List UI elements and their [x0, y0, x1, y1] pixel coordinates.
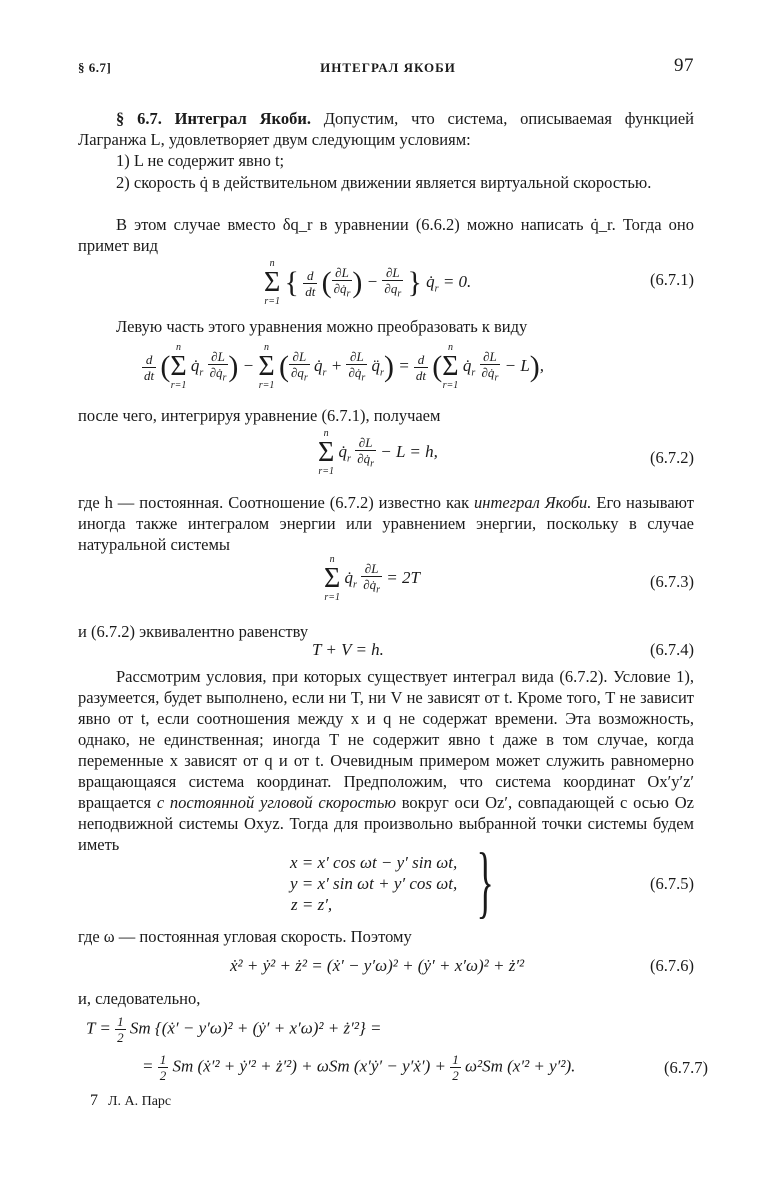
eq5-line-2: y = x′ sin ωt + y′ cos ωt,: [290, 874, 458, 893]
eq6-body: ẋ² + ẏ² + ż² = (ẋ′ − y′ω)² + (ẏ′ + x′ω)² + ż′²: [230, 956, 525, 975]
paragraph-4: после чего, интегрируя уравнение (6.7.1), получаем: [78, 406, 441, 425]
condition-2: 2) скорость q̇ в действительном движении является виртуальной скоростью.: [116, 173, 652, 192]
equation-number-6-7-5: (6.7.5): [650, 874, 694, 893]
equation-number-6-7-6: (6.7.6): [650, 956, 694, 975]
running-section: § 6.7]: [78, 60, 112, 75]
paragraph-5: [78, 492, 694, 555]
equation-number-6-7-3: (6.7.3): [650, 572, 694, 591]
eq3-tail: = 2T: [386, 567, 420, 587]
paragraph-3: Левую часть этого уравнения можно преобразовать к виду: [116, 317, 528, 336]
paragraph-6: и (6.7.2) эквивалентно равенству: [78, 622, 309, 641]
eq5-line-1: x = x′ cos ωt − y′ sin ωt,: [290, 853, 458, 872]
equation-6-7-4: [78, 640, 694, 662]
signature-number: 7: [90, 1092, 98, 1109]
paragraph-8: где ω — постоянная угловая скорость. Поэтому: [78, 927, 412, 946]
equation-number-6-7-7: (6.7.7): [664, 1058, 708, 1077]
intro-text: Допустим, что система, описываемая функцией Лагранжа L, удовлетворяет двум следующим условиям:: [78, 109, 694, 149]
constant-angular-velocity-term: с постоянной угловой скоростью: [156, 793, 396, 812]
footer-signature: [90, 1092, 171, 1110]
p7-c: вокруг оси Oz′, совпадающей с осью Oz неподвижной системы Oxyz. Тогда для произвольно выбранной точки системы будем иметь: [78, 793, 694, 854]
eq4-body: T + V = h.: [312, 640, 384, 659]
eq5-line-3: z = z′,: [291, 895, 333, 914]
section-heading: § 6.7. Интеграл Якоби.: [116, 109, 311, 128]
equation-6-7-2: n Σ r=1 $q̇_r$ $\frac{\partial L}{\partial q̇_r}$ − L = h, (6.7.2): [318, 428, 694, 477]
equation-transform: $\frac{d}{dt}$ ( n Σ r=1 $q̇_r$ $\frac{\partial L}{\partial q̇_r}$ ) − n Σ r=1 ( $\frac{\partial L}{\partial q_r}$ $q̇_r$ + $\frac{\partial L}{\partial q̇_r}$ $q̈_r$) = $\frac{d}{dt}$ ( n Σ r=1 $q̇_r$ $\frac{\partial L}{\partial q̇_r}$ − L),: [144, 342, 545, 391]
paragraph-2: В этом случае вместо δq_r в уравнении (6.6.2) можно написать q̇_r. Тогда оно примет вид: [78, 215, 694, 255]
condition-1: 1) L не содержит явно t;: [116, 151, 285, 170]
equation-6-7-5: [78, 838, 694, 926]
running-title: ИНТЕГРАЛ ЯКОБИ: [320, 60, 456, 75]
equation-6-7-1: n Σ r=1 { $\frac{d}{dt}$ ( $\frac{\partial L}{\partial q̇_r}$ ) − $\frac{\partial L}{\partial q_r}$ } $q̇_r = 0$. (6.7.1): [264, 258, 694, 307]
right-brace: }: [476, 838, 494, 926]
jacobi-integral-term: интеграл Якоби.: [474, 493, 592, 512]
equation-number-6-7-2: (6.7.2): [650, 448, 694, 467]
author-name: Л. А. Парс: [108, 1094, 172, 1109]
p5-c: Его называют иногда также интегралом энергии или уравнением энергии, поскольку в случае натуральной системы: [78, 493, 694, 554]
p7-a: Рассмотрим условия, при которых существует интеграл вида (6.7.2). Условие 1), разумеется, будет выполнено, если ни T, ни V не зависят от t. Кроме того, T не зависит явно от t, если соотношения между x и q не содержат времени. Эта возможность, однако, не единственная; иногда T не содержит явно t даже в том случае, когда переменные x зависят от q и от t. Очевидным примером может служить равномерно вращающаяся система координат. Предположим, что система координат Ox′y′z′ вращается: [78, 667, 694, 812]
p5-a: где h — постоянная. Соотношение (6.7.2) известно как: [78, 493, 475, 512]
paragraph-7: [78, 666, 694, 855]
equation-6-7-6: [78, 956, 694, 978]
eq7-line-2b: ω²Sm (x′² + y′²).: [465, 1056, 576, 1076]
equation-6-7-7: T = $\frac{1}{2}$ Sm {(ẋ′ − y′ω)² + (ẏ′ + x′ω)² + ż′²} = = $\frac{1}{2}$ Sm (ẋ′² + ẏ′² + ż′²) + ωSm (x′ẏ′ − y′ẋ′) + $\frac{1}{2}$ ω²Sm (x′² + y′²). (6.7.7): [86, 1014, 708, 1083]
paragraph-intro: [78, 108, 694, 150]
equation-6-7-3: n Σ r=1 $q̇_r$ $\frac{\partial L}{\partial q̇_r}$ = 2T (6.7.3): [324, 554, 694, 603]
page-number: 97: [674, 55, 694, 76]
eq7-line-2a: (ẋ′² + ẏ′² + ż′²) + ωSm (x′ẏ′ − y′ẋ′) +: [197, 1056, 447, 1076]
eq1-body: = 0.: [442, 271, 472, 291]
equation-number-6-7-4: (6.7.4): [650, 640, 694, 659]
paragraph-9: и, следовательно,: [78, 989, 201, 1008]
eq2-tail: − L = h,: [380, 441, 438, 461]
eq7-line-1: {(ẋ′ − y′ω)² + (ẏ′ + x′ω)² + ż′²} =: [154, 1018, 382, 1038]
equation-number-6-7-1: (6.7.1): [650, 270, 694, 289]
